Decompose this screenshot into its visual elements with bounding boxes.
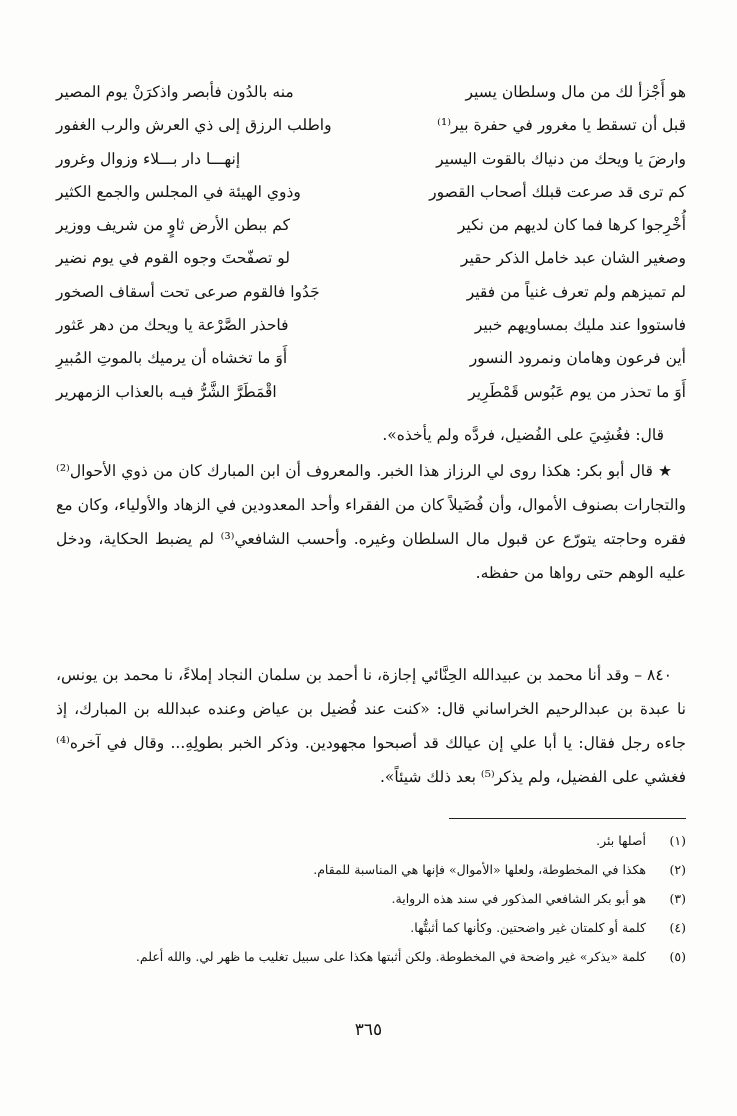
verse-left-hemistich: فاحذر الصَّرْعة يا ويحك من دهر عَثور [56, 316, 289, 335]
verse-line [56, 276, 686, 309]
editor-note-paragraph: ★ قال أبو بكر: هكذا روى لي الرزاز هذا الخبر. والمعروف أن ابن المبارك كان من ذوي الأحوال⁽²⁾ والتجارات بصنوف الأموال، وأن فُضَيلاً كان من الفقراء وأحد المعدودين في الزهاد والأولياء، وكان مع فقره وحاجته يتورّع عن قبول مال السلطان وغيره. وأحسب الشافعي⁽³⁾ لم يضبط الحكاية، ودخل عليه الوهم حتى رواها من حفظه. [56, 461, 686, 582]
footnote-number: (٣) [669, 891, 686, 906]
footnote-text: هكذا في المخطوطة، ولعلها «الأموال» فإنها هي المناسبة للمقام. [313, 862, 646, 877]
verse-left-hemistich: إنهـــا دار بـــلاء وزوال وغرور [56, 149, 241, 168]
verse-line [56, 376, 686, 409]
footnote-divider [449, 818, 686, 819]
footnote-number: (١) [669, 833, 686, 848]
page-number: ٣٦٥ [354, 1020, 383, 1040]
verse-right-hemistich: هو أَجْزأ لك من مال وسلطان يسير [465, 83, 686, 101]
verse-left-hemistich: وذوي الهيئة في المجلس والجمع الكثير [56, 182, 301, 201]
footnote-text: هو أبو بكر الشافعي المذكور في سند هذه الرواية. [391, 891, 646, 906]
verse-line [56, 109, 686, 142]
closing-sentence: قال: فغُشِيَ على الفُضيل، فردَّه ولم يأخذه». [382, 425, 664, 444]
verse-line [56, 342, 686, 375]
verse-left-hemistich: لو تصفّحتَ وجوه القوم في يوم نضير [56, 249, 291, 268]
footnotes-list [56, 826, 686, 971]
verse-left-hemistich: أَوَ ما تخشاه أن يرميك بالموتِ المُبيرِ [56, 349, 288, 368]
footnote-number: (٢) [669, 862, 686, 877]
verse-left-hemistich: واطلب الرزق إلى ذي العرش والرب الغفور [56, 116, 332, 135]
footnote-text: كلمة «يذكر» غير واضحة في المخطوطة. ولكن أثبتها هكذا على سبيل تغليب ما ظهر لي. والله أعلم. [135, 949, 646, 964]
verse-right-hemistich: وصغير الشان عبد خامل الذكر حقير [460, 249, 686, 268]
footnote [56, 942, 686, 971]
footnote [56, 913, 686, 942]
verse-right-hemistich: أُخْرِجوا كرها فما كان لديهم من نكير [457, 216, 686, 235]
poem-block [56, 76, 686, 409]
verse-left-hemistich: اقْمَطَرَّ الشَّرُّ فيـه بالعذاب الزمهرير [56, 382, 277, 401]
footnote-number: (٤) [669, 920, 686, 935]
verse-right-hemistich: فاستووا عند مليك بمساويهم خبير [474, 316, 686, 335]
verse-line [56, 309, 686, 342]
verse-line [56, 143, 686, 176]
footnote [56, 884, 686, 913]
verse-right-hemistich: وارضَ يا ويحك من دنياك بالقوت اليسير [436, 149, 686, 168]
verse-line [56, 176, 686, 209]
verse-right-hemistich: لم تميزهم ولم تعرف غنياً من فقير [466, 282, 686, 301]
footnote [56, 855, 686, 884]
verse-line [56, 242, 686, 275]
verse-right-hemistich: أَوَ ما تحذر من يوم عَبُوس قَمْطَرِير [468, 382, 686, 401]
verse-left-hemistich: منه بالدُون فأبصر واذكرَنْ يوم المصير [56, 83, 294, 101]
footnote [56, 826, 686, 855]
verse-left-hemistich: كم ببطن الأرض ثاوٍ من شريف ووزير [56, 216, 290, 235]
footnote-number: (٥) [669, 949, 686, 964]
verse-right-hemistich: قبل أن تسقط يا مغرور في حفرة بير⁽¹⁾ [437, 116, 686, 135]
footnote-text: كلمة أو كلمتان غير واضحتين. وكأنها كما أثبتُّها. [410, 920, 646, 935]
narration-840-paragraph: ٨٤٠ – وقد أنا محمد بن عبيدالله الحِنَّائي إجازة، نا أحمد بن سلمان النجاد إملاءً، نا محمد بن يونس، نا عبدة بن عبدالرحيم الخراساني قال: «كنت عند فُضيل بن عياض وعنده عبدالله بن المبارك، إذ جاءه رجل فقال: يا أبا علي إن عيالك قد أصبحوا مجهودين. وذكر الخبر بطولِهِ... وقال في آخره⁽⁴⁾ فغشي على الفضيل، ولم يذكر⁽⁵⁾ بعد ذلك شيئاً». [56, 665, 686, 786]
verse-line [56, 209, 686, 242]
verse-right-hemistich: أين فرعون وهامان ونمرود النسور [469, 349, 686, 368]
verse-right-hemistich: كم ترى قد صرعت قبلك أصحاب القصور [429, 182, 686, 201]
verse-left-hemistich: جَدُوا فالقوم صرعى تحت أسقاف الصخور [56, 282, 320, 301]
verse-line [56, 76, 686, 109]
footnote-text: أصلها بئر. [596, 833, 646, 848]
